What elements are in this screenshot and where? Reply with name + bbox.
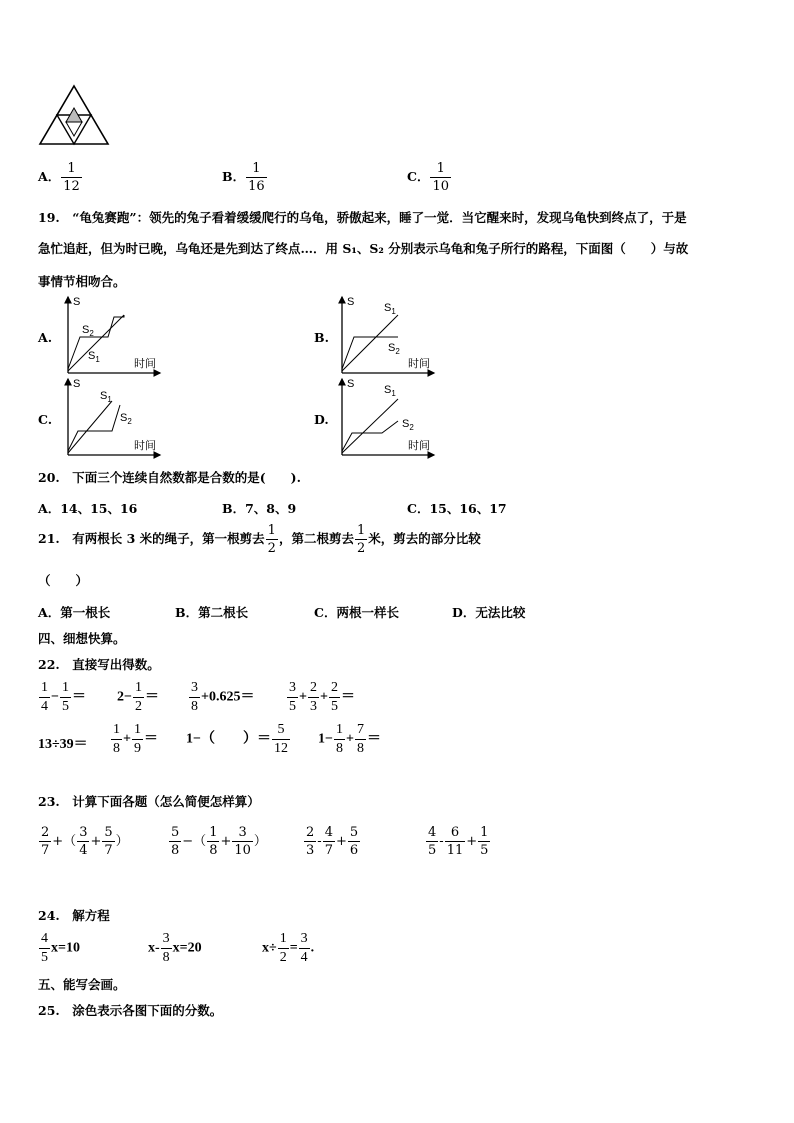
q22-expr-6: $\frac{1}{8}$ + $\frac{1}{9}$ ＝: [113, 722, 158, 756]
graph-c-y-label: S: [73, 378, 81, 390]
graph-d-y-label: S: [347, 378, 355, 390]
graph-d: [332, 375, 442, 461]
graph-d-lower-label: $S_2$: [402, 418, 414, 432]
q22-expr-8: 1− $\frac{1}{8}$ + $\frac{7}{8}$ ＝: [318, 722, 381, 756]
q24-equation-1: $\frac{4}{5}$ x=10: [41, 931, 80, 965]
triangle-figure: [38, 84, 110, 148]
q22-expr-3: $\frac{3}{8}$ +0.625＝: [191, 680, 255, 714]
graph-c-x-label: 时间: [134, 440, 156, 452]
q19-line1: 19. “龟兔赛跑”：领先的兔子看着缓缓爬行的乌龟，骄傲起来，睡了一觉．当它醒来时，发现乌龟快到终点了，于是: [38, 210, 687, 225]
q21-stem: 21. 有两根长 3 米的绳子，第一根剪去 $\frac{1}{2}$ ，第二根剪去 $\frac{1}{2}$ 米，剪去的部分比较: [38, 523, 481, 556]
q21-option-a[interactable]: A．第一根长: [38, 605, 111, 620]
q22-stem: 22. 直接写出得数。: [38, 657, 160, 672]
q22-expr-7: 1−（ ）＝ $\frac{5}{12}$: [186, 722, 288, 756]
graph-a-y-label: S: [73, 296, 81, 308]
section-4-heading: 四、细想快算。: [38, 631, 126, 646]
graph-b-y-label: S: [347, 296, 355, 308]
graph-b: [332, 293, 442, 379]
q22-expr-2: 2− $\frac{1}{2}$ ＝: [117, 680, 159, 714]
graph-c: [58, 375, 168, 461]
q22-expr-1: $\frac{1}{4}$ − $\frac{1}{5}$ ＝: [41, 680, 86, 714]
graph-b-x-label: 时间: [408, 358, 430, 370]
q19-option-b[interactable]: B.: [314, 330, 329, 345]
q24-equation-2: x- $\frac{3}{8}$ x=20: [148, 931, 202, 965]
q22-expr-4: $\frac{3}{5}$ + $\frac{2}{3}$ + $\frac{2}{5}$ ＝: [289, 680, 355, 714]
q18-option-b[interactable]: B． $\frac{1}{16}$: [222, 161, 265, 194]
q19-option-a[interactable]: A.: [38, 330, 53, 345]
q20-option-c[interactable]: C．15、16、17: [407, 501, 507, 516]
graph-a-upper-label: $S_2$: [82, 324, 94, 338]
q20-stem: 20. 下面三个连续自然数都是合数的是( ).: [38, 470, 301, 485]
graph-b-upper-label: $S_1$: [384, 302, 396, 316]
q18-option-a[interactable]: A． $\frac{1}{12}$: [38, 161, 80, 194]
graph-c-upper-label: $S_1$: [100, 390, 112, 404]
q23-expr-1: $\frac{2}{7}$ +（ $\frac{3}{4}$ + $\frac{5}{7}$ ）: [41, 825, 129, 858]
q23-stem: 23. 计算下面各题（怎么简便怎样算）: [38, 794, 260, 809]
q24-equation-3: x÷ $\frac{1}{2}$ = $\frac{3}{4}$ .: [262, 931, 315, 965]
q23-expr-4: $\frac{4}{5}$ - $\frac{6}{11}$ + $\frac{1}{5}$: [428, 825, 489, 858]
q22-expr-5: 13÷39＝: [38, 737, 88, 752]
q23-expr-3: $\frac{2}{3}$ - $\frac{4}{7}$ + $\frac{5}{6}$: [306, 825, 359, 858]
q21-answer-paren[interactable]: （ ）: [38, 573, 89, 588]
q19-option-d[interactable]: D.: [314, 412, 329, 427]
q19-option-c[interactable]: C.: [38, 412, 53, 427]
q21-option-d[interactable]: D．无法比较: [452, 605, 526, 620]
q20-option-a[interactable]: A．14、15、16: [38, 501, 138, 516]
q25-stem: 25. 涂色表示各图下面的分数。: [38, 1003, 223, 1018]
graph-a-x-label: 时间: [134, 358, 156, 370]
section-5-heading: 五、能写会画。: [38, 977, 126, 992]
graph-d-x-label: 时间: [408, 440, 430, 452]
graph-a: [58, 293, 168, 379]
q23-expr-2: $\frac{5}{8}$ −（ $\frac{1}{8}$ + $\frac{3}{10}$ ）: [171, 825, 267, 858]
graph-d-upper-label: $S_1$: [384, 384, 396, 398]
graph-b-lower-label: $S_2$: [388, 342, 400, 356]
q19-line2: 急忙追赶，但为时已晚，乌龟还是先到达了终点…．用 S₁、S₂ 分别表示乌龟和兔子所行的路程，下面图（ ）与故: [38, 241, 689, 256]
q24-stem: 24. 解方程: [38, 908, 110, 923]
q18-option-c[interactable]: C． $\frac{1}{10}$: [407, 161, 449, 194]
graph-a-lower-label: $S_1$: [88, 350, 100, 364]
q21-option-b[interactable]: B．第二根长: [175, 605, 249, 620]
graph-c-lower-label: $S_2$: [120, 412, 132, 426]
q21-option-c[interactable]: C．两根一样长: [314, 605, 399, 620]
q20-option-b[interactable]: B．7、8、9: [222, 501, 297, 516]
q19-line3: 事情节相吻合。: [38, 274, 126, 289]
